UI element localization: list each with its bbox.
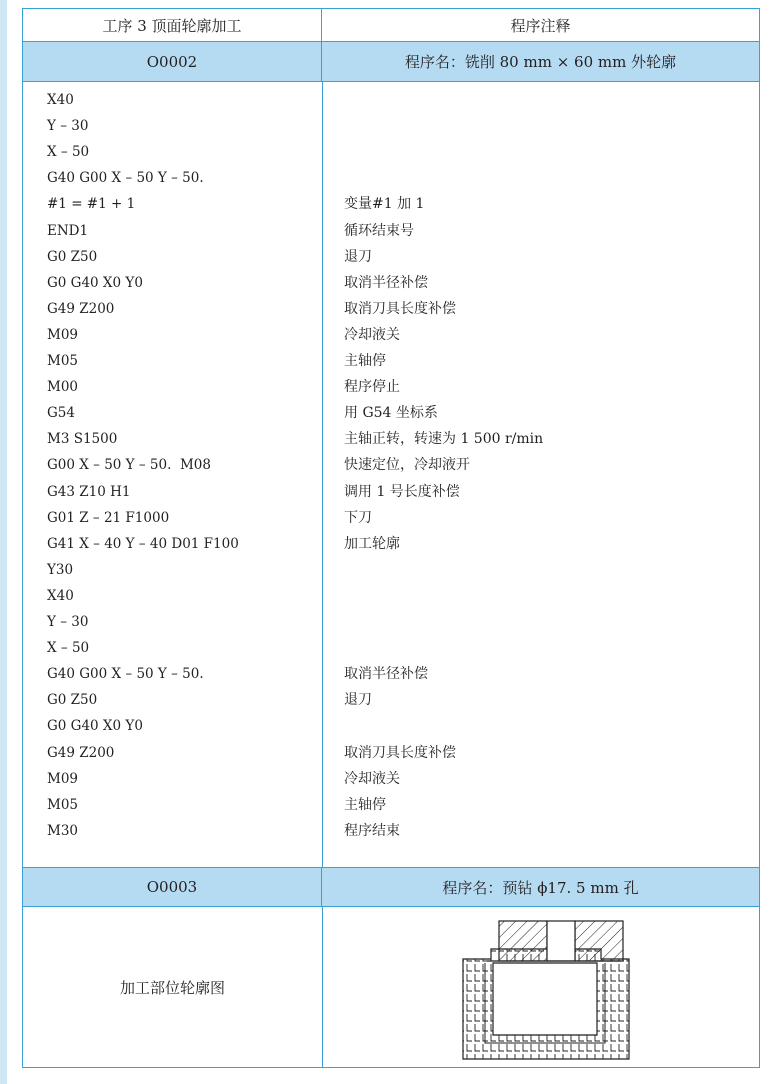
program-line-comment: 调用 1 号长度补偿 [344, 483, 460, 500]
program-line-code: X – 50 [47, 640, 90, 657]
program-line-code: X – 50 [47, 144, 90, 161]
program-line-comment: 用 G54 坐标系 [344, 405, 438, 422]
column-divider [322, 907, 323, 1067]
program-line-comment: 冷却液关 [344, 326, 400, 343]
program-line-code: G54 [47, 405, 75, 422]
program-line-comment: 退刀 [344, 248, 372, 265]
program-line-comment: 主轴正转，转速为 1 500 r/min [344, 431, 544, 448]
program-1-number: O0002 [23, 42, 322, 81]
program-line-code: M3 S1500 [47, 431, 118, 448]
program-line-comment: 取消刀具长度补偿 [344, 744, 456, 761]
program-line-comment: 下刀 [344, 509, 372, 526]
comment-column-title: 程序注释 [510, 16, 571, 35]
program-line-code: #1 = #1 + 1 [47, 196, 136, 213]
program-line-comment: 取消半径补偿 [344, 274, 428, 291]
program-line-code: M09 [47, 770, 79, 787]
column-divider [322, 82, 323, 867]
program-line-code: M09 [47, 326, 79, 343]
program-line-code: Y – 30 [47, 614, 89, 630]
program-line-code: M05 [47, 796, 79, 813]
program-line-code: X40 [47, 92, 74, 108]
program-line-code: G43 Z10 H1 [47, 483, 131, 500]
program-line-comment: 主轴停 [344, 353, 386, 369]
contour-figure-row [23, 907, 759, 1067]
program-line-code: M30 [47, 822, 79, 839]
program-line-code: G49 Z200 [47, 300, 115, 317]
program-line-comment: 取消半径补偿 [344, 666, 428, 683]
program-line-code: G0 Z50 [47, 692, 98, 709]
program-line-code: Y30 [47, 561, 74, 578]
program-line-code: M05 [47, 353, 79, 369]
program-table [22, 8, 760, 1068]
program-line-comment: 快速定位，冷却液开 [344, 457, 470, 474]
program-line-code: G41 X – 40 Y – 40 D01 F100 [47, 535, 239, 552]
program-line-comment: 加工轮廓 [344, 535, 400, 552]
program-line-comment: 循环结束号 [344, 222, 414, 239]
program-2-header-row [23, 867, 759, 907]
program-line-code: M00 [47, 379, 79, 396]
program-line-code: G40 G00 X – 50 Y – 50. [47, 666, 204, 683]
program-line-code: G01 Z – 21 F1000 [47, 509, 170, 526]
program-line-comment: 变量#1 加 1 [344, 196, 425, 213]
program-line-comment: 冷却液关 [344, 770, 400, 787]
program-line-comment: 程序结束 [344, 822, 400, 839]
program-line-code: END1 [47, 222, 89, 239]
program-line-comment: 主轴停 [344, 796, 386, 813]
top-plate-left [499, 921, 547, 961]
program-line-comment: 程序停止 [344, 379, 400, 396]
top-plate-right [575, 921, 623, 961]
program-line-code: G00 X – 50 Y – 50. M08 [47, 457, 211, 474]
table-header-row [23, 9, 759, 42]
top-plate-center [547, 921, 575, 961]
program-1-header-row [23, 42, 759, 82]
program-2-description: 程序名：预钻 ϕ17. 5 mm 孔 [442, 878, 639, 897]
page-edge-strip [0, 0, 7, 1084]
workpiece-body [493, 963, 597, 1035]
machining-contour-diagram [433, 913, 643, 1063]
program-line-code: Y – 30 [47, 118, 89, 135]
process-title: 工序 3 顶面轮廓加工 [23, 9, 322, 41]
program-line-code: G0 Z50 [47, 248, 98, 265]
program-line-comment: 取消刀具长度补偿 [344, 300, 456, 317]
program-1-description: 程序名：铣削 80 mm × 60 mm 外轮廓 [404, 53, 677, 71]
program-line-code: X40 [47, 587, 74, 604]
contour-figure-label: 加工部位轮廓图 [119, 978, 225, 997]
program-2-number: O0003 [23, 868, 322, 906]
program-line-code: G49 Z200 [47, 744, 115, 761]
program-line-code: G0 G40 X0 Y0 [47, 274, 143, 291]
program-lines [23, 82, 759, 867]
program-line-comment: 退刀 [344, 692, 372, 709]
program-line-code: G40 G00 X – 50 Y – 50. [47, 170, 204, 187]
program-line-code: G0 G40 X0 Y0 [47, 718, 143, 735]
